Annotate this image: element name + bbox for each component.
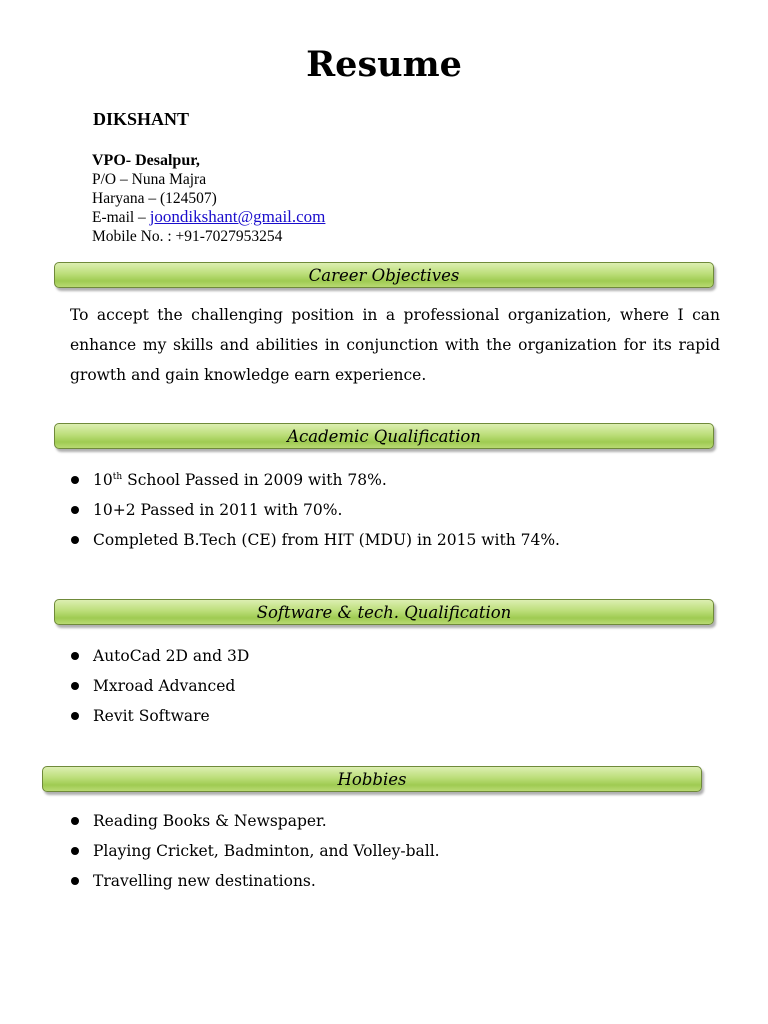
- software-list: [70, 641, 249, 731]
- email-label: E-mail –: [92, 209, 146, 226]
- hobbies-list: [70, 806, 440, 896]
- address-line-3: Haryana – (124507): [92, 190, 217, 207]
- bullet-icon: [71, 652, 79, 660]
- bullet-icon: [71, 476, 79, 484]
- academic-list: [70, 465, 560, 555]
- bullet-icon: [71, 712, 79, 720]
- academic-qualification-header: [54, 423, 714, 449]
- candidate-name: DIKSHANT: [93, 109, 190, 129]
- bullet-icon: [71, 536, 79, 544]
- list-item: Playing Cricket, Badminton, and Volley-ball.: [70, 836, 440, 866]
- hobbies-heading: Hobbies: [337, 770, 407, 789]
- list-item: 10+2 Passed in 2011 with 70%.: [70, 495, 560, 525]
- bullet-icon: [71, 877, 79, 885]
- list-item: Revit Software: [70, 701, 249, 731]
- bullet-icon: [71, 817, 79, 825]
- address-line-1: VPO- Desalpur,: [92, 152, 200, 169]
- list-item: Mxroad Advanced: [70, 671, 249, 701]
- email-row: [92, 207, 325, 227]
- software-qualification-header: [54, 599, 714, 625]
- software-qualification-heading: Software & tech. Qualification: [256, 603, 512, 622]
- list-item: Travelling new destinations.: [70, 866, 440, 896]
- career-objectives-text: To accept the challenging position in a professional organization, where I can enhance my skills and abilities in conjunction with the organization for its rapid growth and gain knowledge earn experience.: [70, 306, 720, 384]
- email-link[interactable]: joondikshant@gmail.com: [149, 207, 326, 226]
- bullet-icon: [71, 847, 79, 855]
- list-item: 10th School Passed in 2009 with 78%.: [70, 465, 560, 495]
- bullet-icon: [71, 682, 79, 690]
- list-item: AutoCad 2D and 3D: [70, 641, 249, 671]
- list-item: Completed B.Tech (CE) from HIT (MDU) in 2015 with 74%.: [70, 525, 560, 555]
- academic-qualification-heading: Academic Qualification: [287, 427, 481, 446]
- career-objectives-header: [54, 262, 714, 288]
- mobile-number: Mobile No. : +91-7027953254: [92, 228, 283, 245]
- career-objectives-heading: Career Objectives: [308, 266, 460, 285]
- page-title: Resume: [306, 44, 462, 85]
- address-line-2: P/O – Nuna Majra: [92, 171, 207, 188]
- bullet-icon: [71, 506, 79, 514]
- list-item: Reading Books & Newspaper.: [70, 806, 440, 836]
- hobbies-header: [42, 766, 702, 792]
